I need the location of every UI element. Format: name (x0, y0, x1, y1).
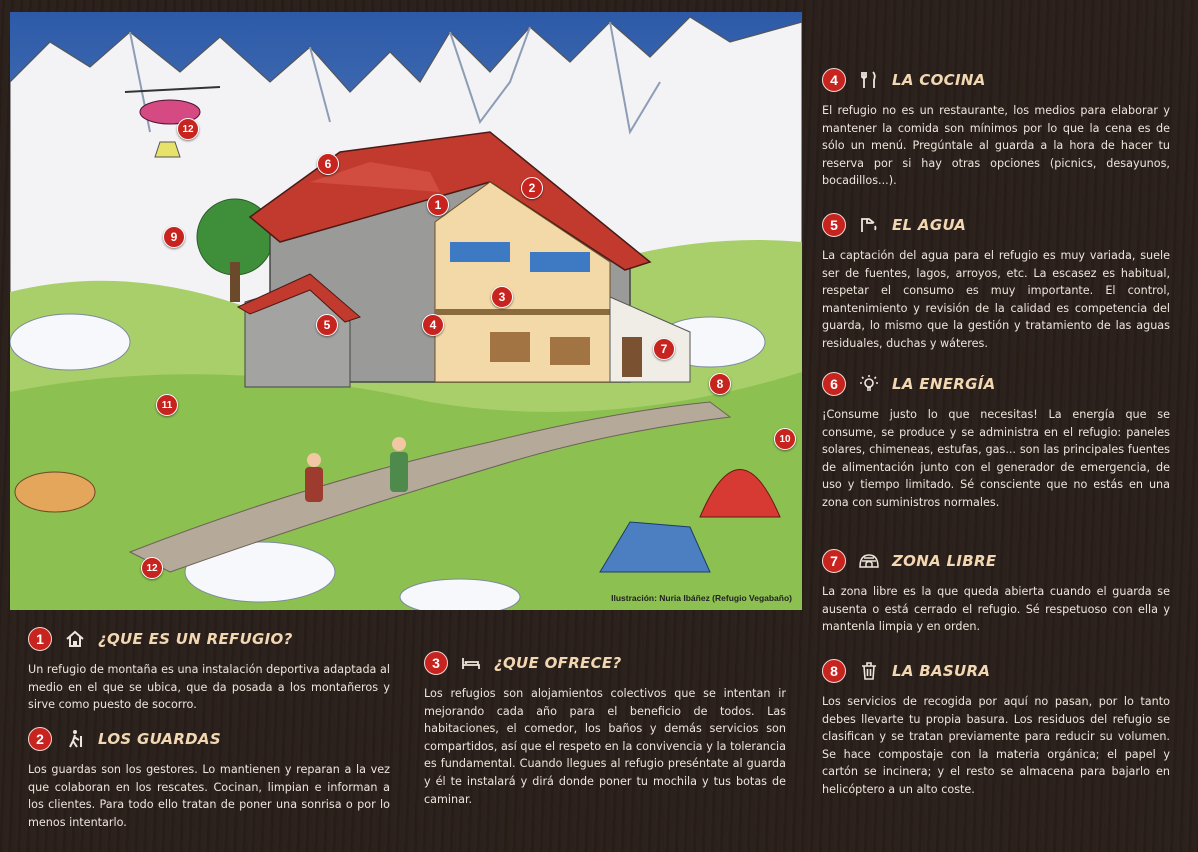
cutlery-icon (858, 69, 880, 91)
section-number: 2 (28, 727, 52, 751)
section-title: LA ENERGÍA (892, 375, 996, 393)
section-que-ofrece (424, 650, 786, 808)
section-text: ¡Consume justo lo que necesitas! La energía que se consume, se produce y se administra en el refugio: paneles solares, chimeneas, estufas, gas... son las principales fuentes de alimentación junto con el generador de emergencia, de uso y tiempo limitado. Sé consciente que no estás en una zona con suministros normales. (822, 408, 1170, 509)
section-title: LA COCINA (892, 71, 986, 89)
illustration-marker-3: 3 (491, 286, 513, 308)
section-title: LA BASURA (892, 662, 991, 680)
hiker-icon (64, 728, 86, 750)
refuge-illustration (10, 12, 802, 610)
section-title: EL AGUA (892, 216, 967, 234)
section-el-agua (822, 212, 1170, 353)
illustration-marker-12-helicopter: 12 (177, 118, 199, 140)
section-number: 5 (822, 213, 846, 237)
section-que-es-un-refugio (28, 626, 390, 714)
section-title: LOS GUARDAS (98, 730, 221, 748)
bed-icon (460, 652, 482, 674)
illustration-marker-11: 11 (156, 394, 178, 416)
illustration-drawing (10, 12, 802, 610)
section-zona-libre (822, 548, 1170, 636)
section-number: 3 (424, 651, 448, 675)
illustration-marker-10: 10 (774, 428, 796, 450)
illustration-marker-8: 8 (709, 373, 731, 395)
section-la-cocina (822, 67, 1170, 190)
section-title: ¿QUE ES UN REFUGIO? (98, 630, 293, 648)
section-number: 1 (28, 627, 52, 651)
illustration-marker-5: 5 (316, 314, 338, 336)
section-number: 7 (822, 549, 846, 573)
illustration-marker-1: 1 (427, 194, 449, 216)
illustration-marker-4: 4 (422, 314, 444, 336)
water-tap-icon (858, 214, 880, 236)
section-text: Los servicios de recogida por aquí no pasan, por lo tanto debes llevarte tu propia basura. Los residuos del refugio se clasifican y se tratan previamente para reducir su volumen. Se hace compostaje con la materia orgánica; el papel y cartón se incinera; y el resto se almacena para bajarlo en helicóptero a un alto coste. (822, 695, 1170, 796)
section-number: 6 (822, 372, 846, 396)
section-la-energia (822, 371, 1170, 512)
igloo-icon (858, 550, 880, 572)
section-text: El refugio no es un restaurante, los medios para elaborar y mantener la comida son mínimos por lo que la cena es de sólo un menú. Pregúntale al guarda a la hora de hacer tu reserva por si hay otras opciones (picnics, desayunos, bocadillos...). (822, 104, 1170, 188)
illustration-marker-6: 6 (317, 153, 339, 175)
illustration-credit: Ilustración: Nuria Ibáñez (Refugio Vegabaño) (611, 593, 792, 603)
section-text: Los guardas son los gestores. Lo mantienen y reparan a la vez que colaboran en los rescates. Cocinan, limpian e informan a los clientes. Para todo ello tratan de poner una sonrisa o por lo menos intentarlo. (28, 763, 390, 829)
trash-icon (858, 660, 880, 682)
section-title: ZONA LIBRE (892, 552, 997, 570)
section-title: ¿QUE OFRECE? (494, 654, 622, 672)
lightbulb-icon (858, 373, 880, 395)
illustration-marker-9: 9 (163, 226, 185, 248)
section-text: Los refugios son alojamientos colectivos que se intentan ir mejorando cada año para el beneficio de todos. Las habitaciones, el comedor, los baños y demás servicios son compartidos, así que el respeto en la convivencia y la tolerancia es fundamental. Cuando llegues al refugio preséntate al guarda y él te instalará y dirá donde poner tu mochila y tus botas de caminar. (424, 687, 786, 806)
section-number: 4 (822, 68, 846, 92)
illustration-marker-7: 7 (653, 338, 675, 360)
illustration-marker-2: 2 (521, 177, 543, 199)
section-text: Un refugio de montaña es una instalación deportiva adaptada al medio en el que se ubica, que da posada a los montañeros y sirve como puesto de socorro. (28, 663, 390, 712)
section-la-basura (822, 658, 1170, 799)
section-text: La captación del agua para el refugio es muy variada, suele ser de fuentes, lagos, arroyos, etc. La escasez es habitual, respetar el consumo es muy importante. El control, mantenimiento y revisión de la calidad es competencia del guarda, lo mismo que la gestión y tratamiento de las aguas residuales, duchas y wáteres. (822, 249, 1170, 350)
section-text: La zona libre es la que queda abierta cuando el guarda se ausenta o está cerrado el refugio. Sé respetuoso con ella y mantenla limpia y en orden. (822, 585, 1170, 634)
illustration-marker-12-ground: 12 (141, 557, 163, 579)
house-icon (64, 628, 86, 650)
section-los-guardas (28, 726, 390, 831)
section-number: 8 (822, 659, 846, 683)
